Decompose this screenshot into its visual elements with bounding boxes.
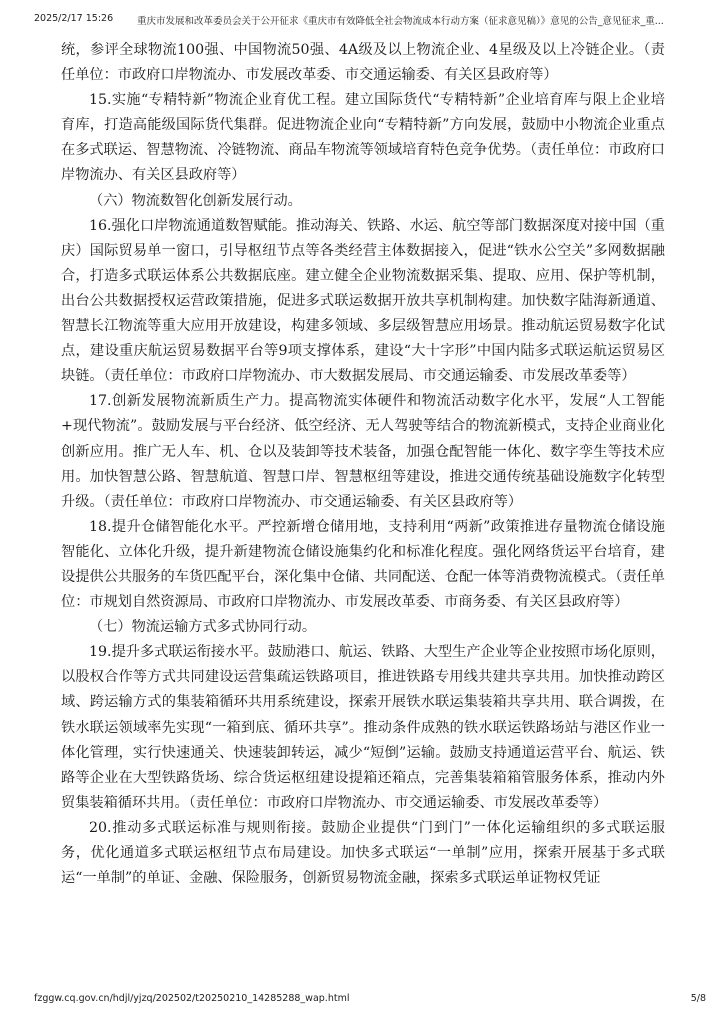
print-page-title: 重庆市发展和改革委员会关于公开征求《重庆市有效降低全社会物流成本行动方案（征求意见稿）》意见的公告_意见征求_重... <box>137 16 664 27</box>
paragraph-item-17: 17.创新发展物流新质生产力。提高物流实体硬件和物流活动数字化水平，发展“人工智能+现代物流”。鼓励发展与平台经济、低空经济、无人驾驶等结合的物流新模式，支持企业商业化创新应用。推广无人车、机、仓以及装卸等技术装备，加强仓配智能一体化、数字孪生等技术应用。加快智慧公路、智慧航道、智慧口岸、智慧枢纽等建设，推进交通传统基础设施数字化转型升级。（责任单位：市政府口岸物流办、市交通运输委、有关区县政府等） <box>61 393 665 510</box>
print-datetime: 2025/2/17 15:26 <box>34 13 114 24</box>
section-heading-6: （六）物流数智化创新发展行动。 <box>89 192 302 209</box>
paragraph-item-15: 15.实施“专精特新”物流企业育优工程。建立国际货代“专精特新”企业培育库与限上企业培育库，打造高能级国际货代集群。促进物流企业向“专精特新”方向发展，鼓励中小物流企业重点在多式联运、智慧物流、冷链物流、商品车物流等领域培育特色竞争优势。（责任单位：市政府口岸物流办、有关区县政府等） <box>61 92 665 184</box>
paragraph-item-20: 20.推动多式联运标准与规则衔接。鼓励企业提供“门到门”一体化运输组织的多式联运服务，优化通道多式联运枢纽节点布局建设。加快多式联运“一单制”应用，探索开展基于多式联运“一单制”的单证、金融、保险服务，创新贸易物流金融，探索多式联运单证物权凭证 <box>61 819 665 887</box>
paragraph-item-19: 19.提升多式联运衔接水平。鼓励港口、航运、铁路、大型生产企业等企业按照市场化原则，以股权合作等方式共同建设运营集疏运铁路项目，推进铁路专用线共建共享共用。加快推动跨区域、跨运输方式的集装箱循环共用系统建设，探索开展铁水联运集装箱共享共用、联合调拨，在铁水联运领域率先实现“一箱到底、循环共享”。推动条件成熟的铁水联运铁路场站与港区作业一体化管理，实行快速通关、快速装卸转运，减少“短倒”运输。鼓励支持通道运营平台、航运、铁路等企业在大型铁路货场、综合货运枢纽建设提箱还箱点，完善集装箱箱管服务体系，推动内外贸集装箱循环共用。（责任单位：市政府口岸物流办、市交通运输委、市发展改革委等） <box>61 644 665 811</box>
paragraph-item-18: 18.提升仓储智能化水平。严控新增仓储用地，支持利用“两新”政策推进存量物流仓储设施智能化、立体化升级，提升新建物流仓储设施集约化和标准化程度。强化网络货运平台培育，建设提供公共服务的车货匹配平台，深化集中仓储、共同配送、仓配一体等消费物流模式。（责任单位：市规划自然资源局、市政府口岸物流办、市发展改革委、市商务委、有关区县政府等） <box>61 518 665 611</box>
page-url: fzggw.cq.gov.cn/hdjl/yjzq/202502/t20250210_14285288_wap.html <box>34 993 350 1004</box>
print-header <box>0 13 724 27</box>
section-heading-7: （七）物流运输方式多式协同行动。 <box>89 619 317 636</box>
print-footer <box>0 993 724 1007</box>
document-body <box>61 38 665 891</box>
page-number: 5/8 <box>690 993 706 1004</box>
paragraph-14-continuation: 统，参评全球物流100强、中国物流50强、4A级及以上物流企业、4星级及以上冷链企业。（责任单位：市政府口岸物流办、市发展改革委、市交通运输委、有关区县政府等） <box>61 42 665 84</box>
paragraph-item-16: 16.强化口岸物流通道数智赋能。推动海关、铁路、水运、航空等部门数据深度对接中国（重庆）国际贸易单一窗口，引导枢纽节点等各类经营主体数据接入，促进“铁水公空关”多网数据融合，打造多式联运体系公共数据底座。建立健全企业物流数据采集、提取、应用、保护等机制，出台公共数据授权运营政策措施，促进多式联运数据开放共享机制构建。加快数字陆海新通道、智慧长江物流等重大应用开放建设，构建多领域、多层级智慧应用场景。推动航运贸易数字化试点，建设重庆航运贸易数据平台等9项支撑体系，建设“大十字形”中国内陆多式联运航运贸易区块链。（责任单位：市政府口岸物流办、市大数据发展局、市交通运输委、市发展改革委等） <box>61 217 665 385</box>
